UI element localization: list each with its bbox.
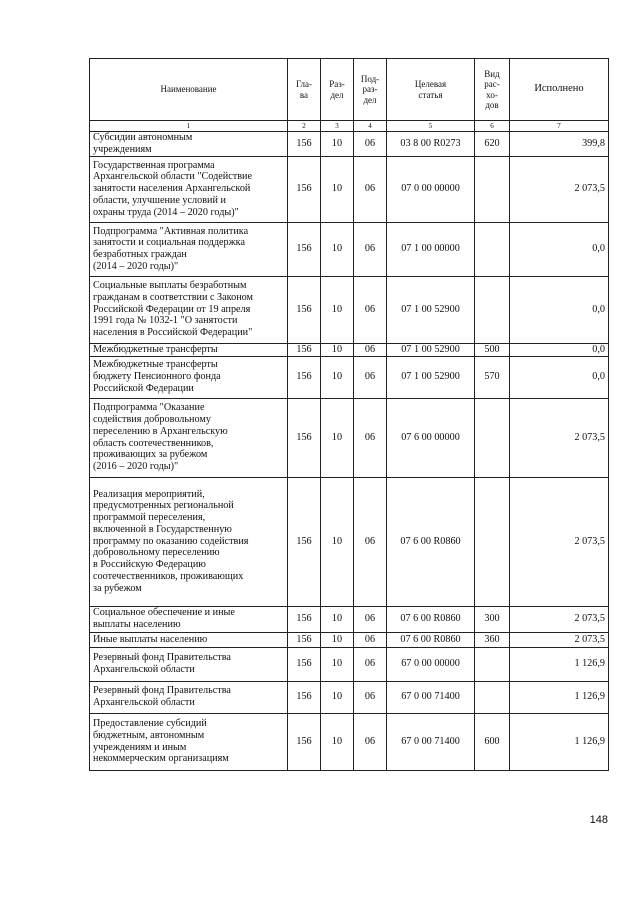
row-section: 10 — [321, 132, 354, 157]
row-chapter: 156 — [288, 132, 321, 157]
row-chapter: 156 — [288, 276, 321, 343]
row-amount: 2 073,5 — [510, 477, 609, 606]
table-body — [90, 132, 609, 771]
row-target-code: 07 1 00 52900 — [387, 356, 475, 398]
row-amount: 1 126,9 — [510, 713, 609, 770]
row-target-code: 07 1 00 52900 — [387, 343, 475, 356]
header-name: Наименование — [90, 59, 288, 121]
row-amount: 0,0 — [510, 276, 609, 343]
table-row — [90, 681, 609, 713]
column-number-row — [90, 121, 609, 132]
row-name: Межбюджетные трансферты — [90, 343, 288, 356]
row-subsection: 06 — [354, 477, 387, 606]
row-subsection: 06 — [354, 276, 387, 343]
row-expense-type — [475, 276, 510, 343]
row-chapter: 156 — [288, 222, 321, 276]
row-subsection: 06 — [354, 222, 387, 276]
row-expense-type: 570 — [475, 356, 510, 398]
row-target-code: 07 6 00 R0860 — [387, 632, 475, 647]
row-chapter: 156 — [288, 356, 321, 398]
row-chapter: 156 — [288, 343, 321, 356]
row-section: 10 — [321, 343, 354, 356]
table-row — [90, 156, 609, 222]
row-amount: 1 126,9 — [510, 647, 609, 681]
header-executed: Исполнено — [510, 59, 609, 121]
header-expense-type: Вид рас- хо- дов — [475, 59, 510, 121]
row-section: 10 — [321, 156, 354, 222]
row-subsection: 06 — [354, 398, 387, 477]
table-row — [90, 276, 609, 343]
row-target-code: 07 0 00 00000 — [387, 156, 475, 222]
row-subsection: 06 — [354, 606, 387, 632]
table-row — [90, 647, 609, 681]
row-subsection: 06 — [354, 632, 387, 647]
row-section: 10 — [321, 477, 354, 606]
row-subsection: 06 — [354, 356, 387, 398]
row-chapter: 156 — [288, 713, 321, 770]
column-number: 4 — [354, 121, 387, 132]
row-target-code: 07 6 00 00000 — [387, 398, 475, 477]
row-amount: 2 073,5 — [510, 156, 609, 222]
row-chapter: 156 — [288, 477, 321, 606]
row-target-code: 07 1 00 00000 — [387, 222, 475, 276]
row-expense-type: 360 — [475, 632, 510, 647]
row-expense-type — [475, 647, 510, 681]
table-row — [90, 343, 609, 356]
row-expense-type: 500 — [475, 343, 510, 356]
row-name: Резервный фонд Правительства Архангельской области — [90, 681, 288, 713]
row-chapter: 156 — [288, 398, 321, 477]
row-target-code: 67 0 00 00000 — [387, 647, 475, 681]
row-target-code: 67 0 00 71400 — [387, 713, 475, 770]
row-target-code: 03 8 00 R0273 — [387, 132, 475, 157]
column-number: 2 — [288, 121, 321, 132]
row-section: 10 — [321, 398, 354, 477]
row-expense-type — [475, 398, 510, 477]
row-section: 10 — [321, 713, 354, 770]
column-number: 6 — [475, 121, 510, 132]
page-number: 148 — [589, 814, 608, 826]
row-target-code: 07 6 00 R0860 — [387, 606, 475, 632]
row-section: 10 — [321, 647, 354, 681]
header-chapter: Гла- ва — [288, 59, 321, 121]
row-expense-type: 620 — [475, 132, 510, 157]
row-name: Социальные выплаты безработным гражданам в соответствии с Законом Российской Федерации от 19 апреля 1991 года № 1032-1 "О занятости населения в Российской Федерации" — [90, 276, 288, 343]
row-expense-type — [475, 477, 510, 606]
row-amount: 0,0 — [510, 222, 609, 276]
row-section: 10 — [321, 356, 354, 398]
table-header-row — [90, 59, 609, 121]
row-section: 10 — [321, 606, 354, 632]
row-name: Социальное обеспечение и иные выплаты населению — [90, 606, 288, 632]
column-number: 1 — [90, 121, 288, 132]
row-section: 10 — [321, 222, 354, 276]
row-subsection: 06 — [354, 343, 387, 356]
row-expense-type — [475, 222, 510, 276]
row-expense-type: 600 — [475, 713, 510, 770]
header-section: Раз- дел — [321, 59, 354, 121]
table-row — [90, 477, 609, 606]
row-name: Субсидии автономным учреждениям — [90, 132, 288, 157]
row-amount: 1 126,9 — [510, 681, 609, 713]
row-expense-type — [475, 681, 510, 713]
column-number: 5 — [387, 121, 475, 132]
row-chapter: 156 — [288, 632, 321, 647]
row-subsection: 06 — [354, 156, 387, 222]
row-amount: 399,8 — [510, 132, 609, 157]
row-name: Резервный фонд Правительства Архангельской области — [90, 647, 288, 681]
row-name: Реализация мероприятий, предусмотренных региональной программой переселения, включенной в Государственную программу по оказанию содействия добровольному переселению в Российскую Федерацию соотечественников, проживающих за рубежом — [90, 477, 288, 606]
table-row — [90, 222, 609, 276]
row-subsection: 06 — [354, 713, 387, 770]
row-chapter: 156 — [288, 606, 321, 632]
header-subsection: Под- раз- дел — [354, 59, 387, 121]
header-target: Целевая статья — [387, 59, 475, 121]
row-section: 10 — [321, 681, 354, 713]
table-row — [90, 606, 609, 632]
table-row — [90, 398, 609, 477]
row-target-code: 07 1 00 52900 — [387, 276, 475, 343]
row-expense-type: 300 — [475, 606, 510, 632]
row-name: Межбюджетные трансферты бюджету Пенсионного фонда Российской Федерации — [90, 356, 288, 398]
row-amount: 2 073,5 — [510, 632, 609, 647]
column-number: 3 — [321, 121, 354, 132]
row-target-code: 67 0 00 71400 — [387, 681, 475, 713]
row-name: Предоставление субсидий бюджетным, автономным учреждениям и иным некоммерческим организациям — [90, 713, 288, 770]
row-expense-type — [475, 156, 510, 222]
column-number: 7 — [510, 121, 609, 132]
table-row — [90, 632, 609, 647]
row-amount: 2 073,5 — [510, 606, 609, 632]
row-chapter: 156 — [288, 681, 321, 713]
row-subsection: 06 — [354, 647, 387, 681]
row-name: Государственная программа Архангельской области "Содействие занятости населения Архангельской области, улучшение условий и охраны труда (2014 – 2020 годы)" — [90, 156, 288, 222]
row-subsection: 06 — [354, 132, 387, 157]
row-section: 10 — [321, 276, 354, 343]
row-amount: 0,0 — [510, 356, 609, 398]
row-amount: 2 073,5 — [510, 398, 609, 477]
row-target-code: 07 6 00 R0860 — [387, 477, 475, 606]
row-name: Иные выплаты населению — [90, 632, 288, 647]
row-name: Подпрограмма "Оказание содействия добровольному переселению в Архангельскую область соотечественников, проживающих за рубежом (2016 – 2020 годы)" — [90, 398, 288, 477]
table-row — [90, 356, 609, 398]
row-subsection: 06 — [354, 681, 387, 713]
row-name: Подпрограмма "Активная политика занятости и социальная поддержка безработных граждан (2014 – 2020 годы)" — [90, 222, 288, 276]
row-chapter: 156 — [288, 156, 321, 222]
row-chapter: 156 — [288, 647, 321, 681]
budget-table — [89, 58, 609, 771]
row-amount: 0,0 — [510, 343, 609, 356]
table-row — [90, 713, 609, 770]
table-row — [90, 132, 609, 157]
row-section: 10 — [321, 632, 354, 647]
